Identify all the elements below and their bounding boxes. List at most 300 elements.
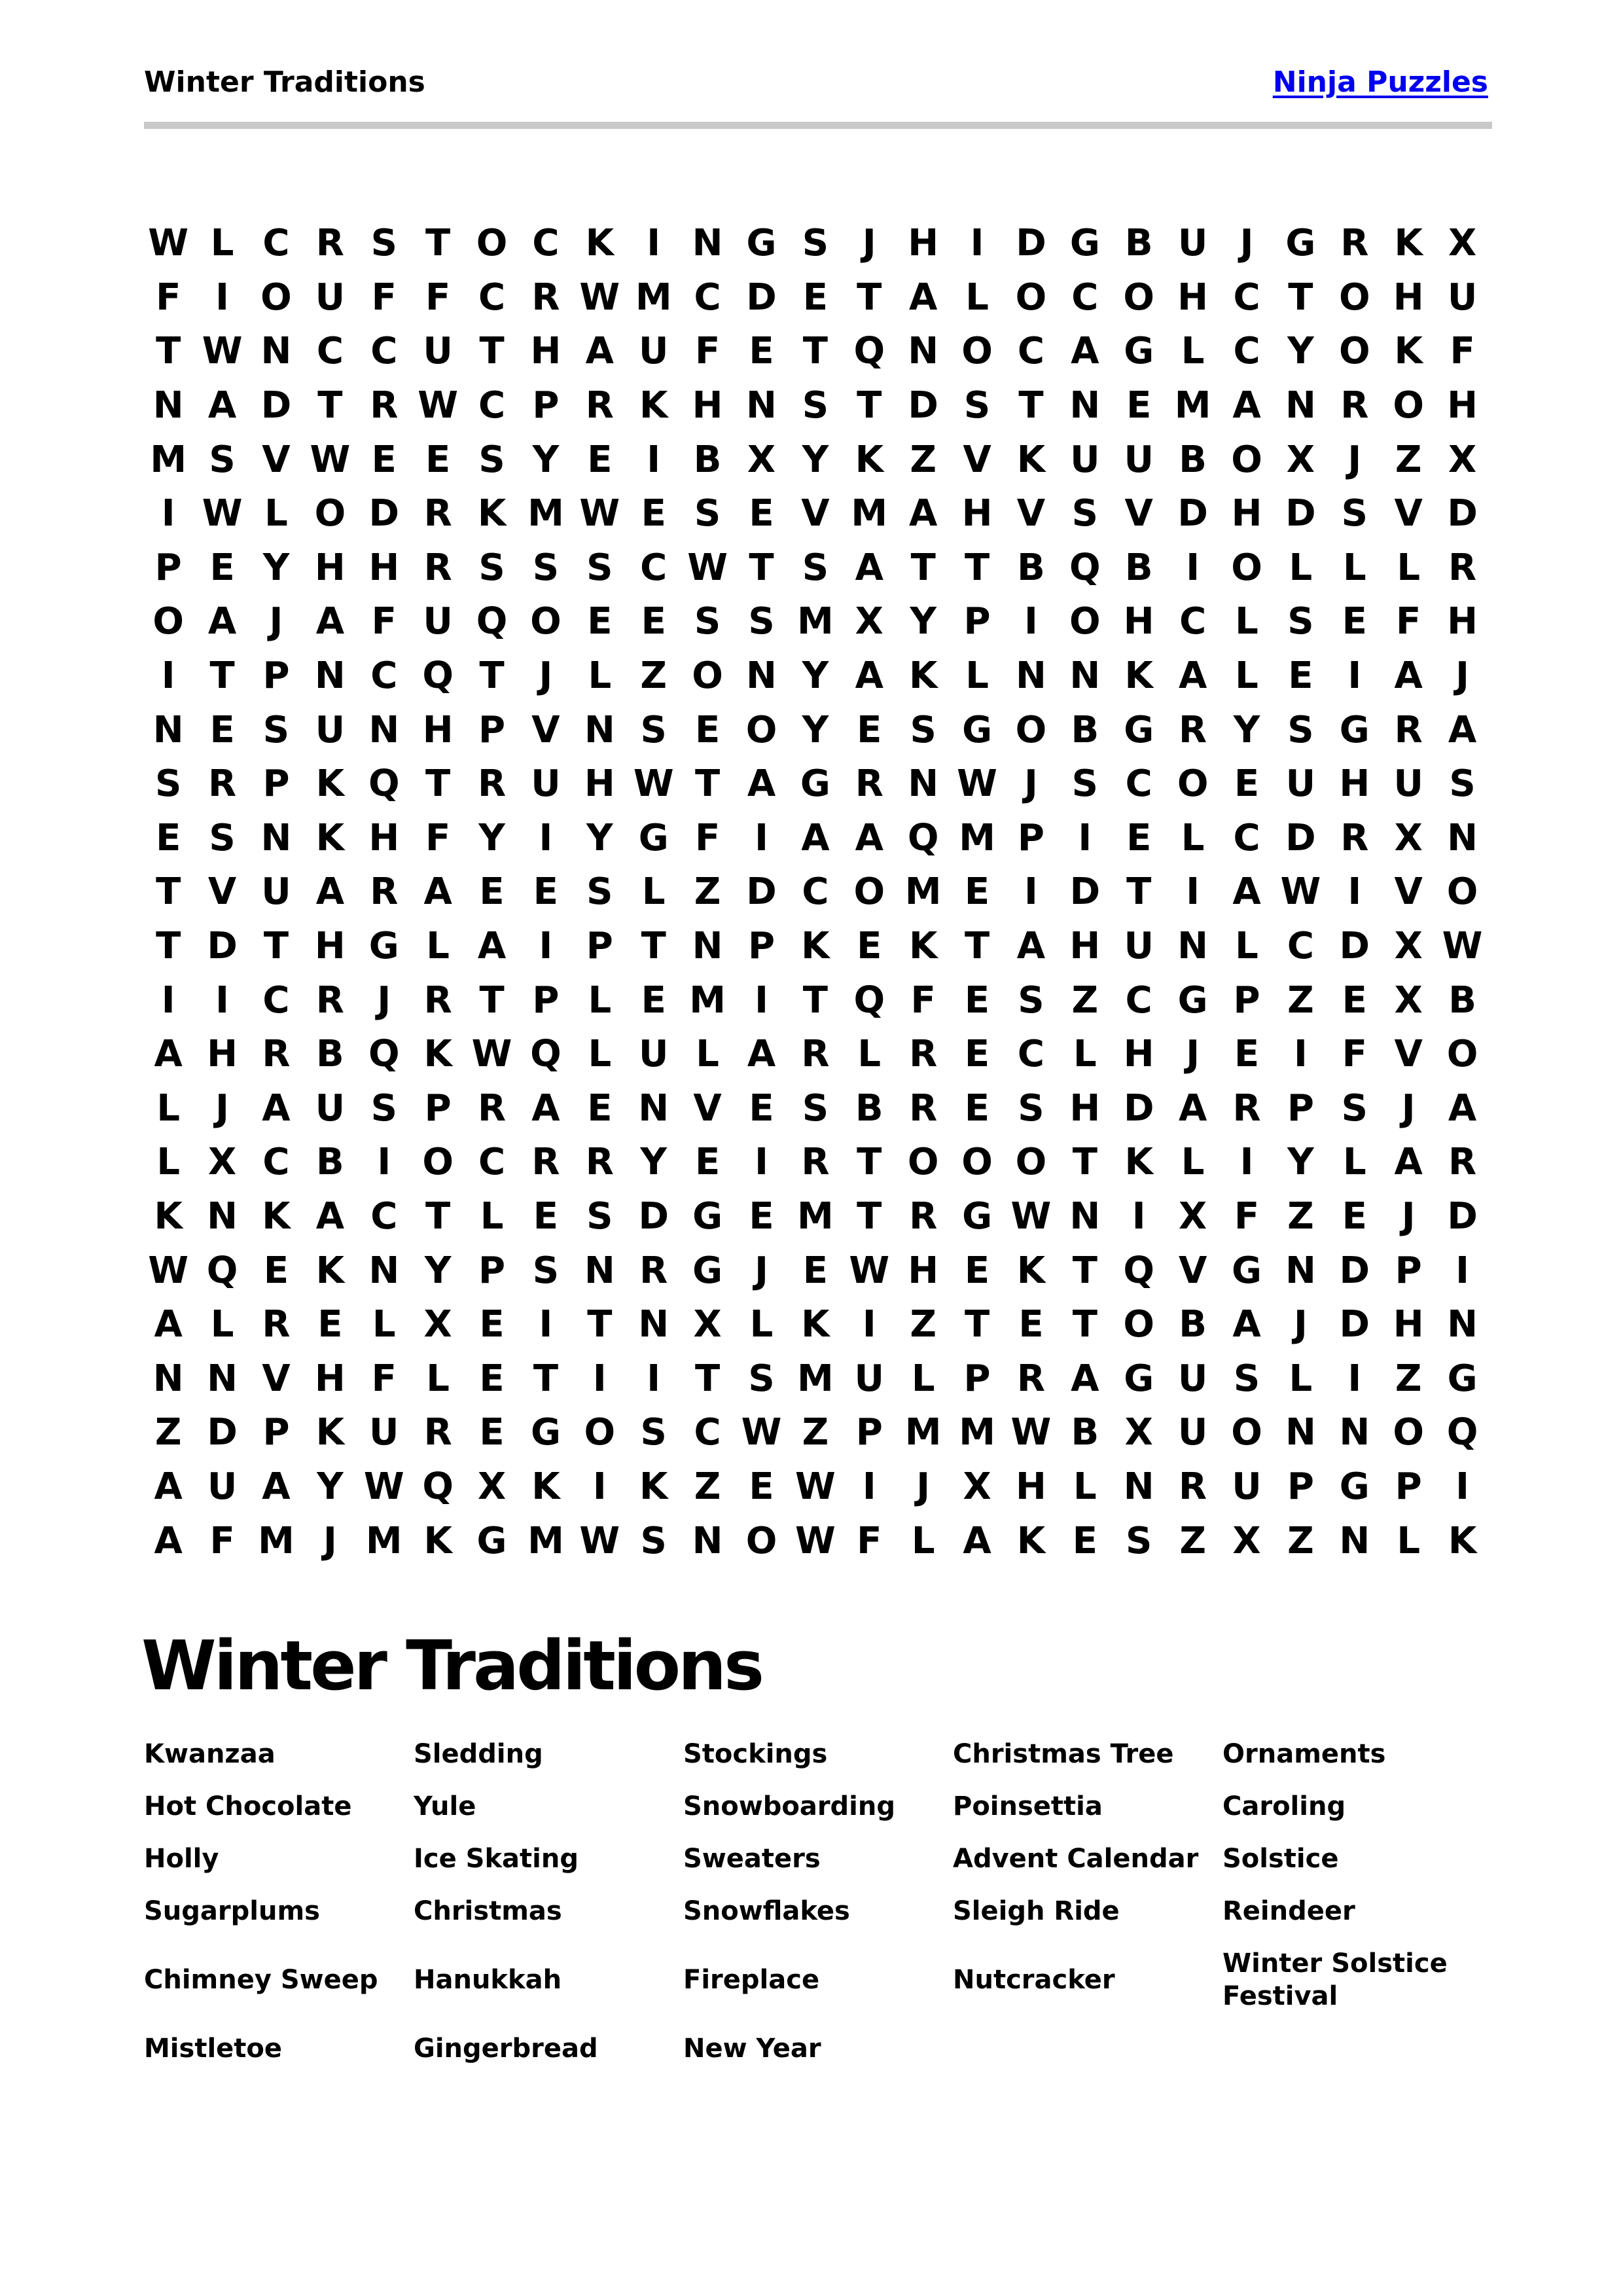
grid-letter: I — [1078, 816, 1092, 859]
word-list-item: Sugarplums — [144, 1896, 320, 1926]
grid-letter: A — [855, 655, 883, 698]
grid-letter: O — [1231, 1411, 1262, 1454]
grid-letter: R — [423, 978, 452, 1022]
grid-letter: F — [1396, 600, 1421, 643]
grid-letter: Y — [640, 1141, 667, 1184]
grid-letter: W — [1010, 1411, 1052, 1454]
grid-letter: U — [369, 1411, 399, 1454]
grid-letter: S — [1018, 978, 1044, 1022]
grid-letter: V — [1394, 492, 1423, 535]
grid-letter: P — [747, 925, 776, 968]
grid-letter: A — [315, 600, 345, 643]
grid-letter: E — [964, 870, 990, 914]
word-list-item: Kwanzaa — [144, 1739, 276, 1769]
grid-letter: L — [480, 1194, 504, 1238]
grid-letter: C — [370, 655, 398, 698]
grid-letter: C — [640, 546, 668, 589]
grid-letter: G — [530, 1411, 561, 1454]
grid-letter: E — [1342, 978, 1367, 1022]
word-list-item: Sledding — [414, 1739, 543, 1769]
grid-letter: C — [1233, 276, 1260, 319]
grid-letter: M — [797, 1194, 834, 1238]
grid-letter: F — [857, 1519, 882, 1562]
grid-letter: O — [1177, 762, 1209, 806]
grid-letter: E — [209, 546, 235, 589]
grid-letter: H — [692, 384, 723, 427]
grid-letter: X — [1286, 438, 1315, 481]
grid-letter: C — [478, 276, 506, 319]
grid-letter: B — [1448, 978, 1476, 1022]
grid-letter: K — [262, 1194, 291, 1238]
word-list-item: Nutcracker — [953, 1965, 1115, 1995]
grid-letter: Y — [586, 816, 613, 859]
grid-letter: H — [1016, 1465, 1046, 1508]
grid-letter: I — [755, 816, 768, 859]
grid-letter: S — [370, 1086, 397, 1130]
grid-letter: T — [209, 655, 235, 698]
grid-letter: W — [579, 276, 620, 319]
grid-letter: C — [1017, 1033, 1044, 1076]
grid-letter: S — [478, 546, 505, 589]
grid-letter: C — [262, 1141, 290, 1184]
grid-letter: R — [585, 1141, 614, 1184]
word-list-item: Stockings — [683, 1739, 828, 1769]
grid-letter: P — [478, 708, 506, 751]
word-list-item: Mistletoe — [144, 2034, 283, 2064]
grid-letter: C — [694, 1411, 721, 1454]
grid-letter: R — [477, 1086, 507, 1130]
grid-letter: O — [530, 600, 562, 643]
grid-letter: Z — [1287, 1519, 1314, 1562]
grid-letter: Z — [640, 655, 668, 698]
grid-letter: E — [479, 870, 505, 914]
grid-letter: A — [747, 762, 776, 806]
grid-letter: E — [479, 1411, 505, 1454]
grid-letter: E — [1072, 1519, 1097, 1562]
grid-letter: F — [1450, 330, 1475, 373]
grid-letter: C — [370, 330, 398, 373]
grid-letter: I — [1186, 546, 1200, 589]
grid-letter: E — [964, 1086, 990, 1130]
grid-letter: Y — [478, 816, 505, 859]
grid-letter: A — [747, 1033, 776, 1076]
grid-letter: R — [531, 276, 560, 319]
grid-letter: W — [794, 1465, 836, 1508]
grid-letter: A — [908, 276, 938, 319]
grid-letter: E — [263, 1249, 289, 1292]
grid-letter: E — [749, 1194, 774, 1238]
grid-letter: G — [1285, 222, 1316, 265]
grid-letter: J — [755, 1249, 768, 1292]
grid-letter: A — [1178, 655, 1207, 698]
grid-letter: A — [154, 1033, 183, 1076]
grid-letter: T — [479, 655, 505, 698]
grid-letter: H — [908, 1249, 939, 1292]
grid-letter: I — [161, 655, 175, 698]
grid-letter: L — [1342, 546, 1366, 589]
grid-letter: N — [1447, 1303, 1478, 1346]
word-list-item: Solstice — [1222, 1844, 1339, 1874]
grid-letter: K — [908, 655, 938, 698]
grid-letter: S — [586, 546, 613, 589]
grid-letter: E — [1126, 384, 1152, 427]
grid-letter: O — [1393, 1411, 1424, 1454]
grid-letter: I — [1455, 1249, 1469, 1292]
grid-letter: S — [640, 1411, 667, 1454]
grid-letter: L — [1397, 1519, 1421, 1562]
grid-letter: A — [207, 384, 237, 427]
grid-letter: E — [317, 1303, 343, 1346]
grid-letter: E — [694, 1141, 721, 1184]
grid-letter: S — [748, 600, 775, 643]
grid-letter: T — [156, 330, 181, 373]
grid-letter: P — [963, 600, 991, 643]
grid-letter: E — [802, 276, 829, 319]
grid-letter: K — [1448, 1519, 1477, 1562]
grid-letter: R — [423, 1411, 452, 1454]
grid-letter: W — [633, 762, 674, 806]
grid-letter: E — [641, 600, 666, 643]
grid-letter: L — [588, 978, 612, 1022]
grid-letter: E — [587, 438, 613, 481]
grid-letter: M — [959, 816, 995, 859]
grid-letter: D — [746, 276, 777, 319]
grid-letter: C — [1071, 276, 1099, 319]
grid-letter: M — [150, 438, 187, 481]
grid-letter: J — [1347, 438, 1362, 481]
grid-letter: S — [370, 222, 397, 265]
grid-letter: X — [477, 1465, 507, 1508]
grid-letter: J — [1186, 1033, 1200, 1076]
grid-letter: X — [1394, 816, 1423, 859]
grid-letter: L — [1342, 1141, 1366, 1184]
grid-letter: P — [532, 978, 560, 1022]
grid-letter: L — [749, 1303, 774, 1346]
grid-letter: C — [1017, 330, 1044, 373]
grid-letter: N — [1069, 655, 1101, 698]
grid-letter: T — [857, 276, 882, 319]
grid-letter: G — [746, 222, 777, 265]
grid-letter: S — [209, 438, 236, 481]
grid-letter: A — [963, 1519, 991, 1562]
grid-letter: E — [1342, 1194, 1367, 1238]
grid-letter: R — [315, 222, 344, 265]
grid-letter: Y — [802, 708, 829, 751]
grid-letter: Z — [1395, 1357, 1422, 1400]
grid-letter: R — [1340, 222, 1369, 265]
grid-letter: I — [539, 816, 553, 859]
grid-letter: U — [638, 1033, 669, 1076]
grid-letter: I — [539, 1303, 553, 1346]
grid-letter: E — [802, 1249, 829, 1292]
grid-letter: Q — [530, 1033, 562, 1076]
grid-letter: A — [154, 1519, 183, 1562]
grid-letter: Y — [910, 600, 936, 643]
grid-letter: T — [802, 978, 828, 1022]
grid-letter: T — [425, 762, 451, 806]
grid-letter: L — [426, 1357, 450, 1400]
grid-letter: O — [1338, 330, 1370, 373]
grid-letter: U — [315, 708, 346, 751]
grid-letter: O — [961, 1141, 993, 1184]
grid-letter: O — [692, 655, 723, 698]
grid-letter: M — [797, 1357, 834, 1400]
grid-letter: J — [1401, 1086, 1416, 1130]
grid-letter: C — [1287, 925, 1314, 968]
grid-letter: L — [965, 276, 989, 319]
grid-letter: I — [161, 492, 175, 535]
grid-letter: G — [368, 925, 399, 968]
word-list-item: Holly — [144, 1844, 219, 1874]
grid-letter: E — [587, 1086, 613, 1130]
grid-letter: J — [215, 1086, 229, 1130]
grid-letter: T — [1288, 276, 1313, 319]
grid-letter: P — [424, 1086, 452, 1130]
word-list-item: Snowboarding — [683, 1791, 896, 1821]
grid-letter: T — [857, 1194, 882, 1238]
grid-letter: J — [269, 600, 283, 643]
grid-letter: E — [1234, 1033, 1260, 1076]
grid-letter: Q — [853, 330, 885, 373]
grid-letter: T — [425, 222, 451, 265]
grid-letter: A — [1232, 1303, 1261, 1346]
word-list-item: New Year — [683, 2034, 821, 2064]
grid-letter: L — [1181, 816, 1205, 859]
grid-letter: A — [1394, 1141, 1423, 1184]
grid-letter: E — [694, 708, 721, 751]
word-list-item: Caroling — [1222, 1791, 1346, 1821]
grid-letter: W — [148, 1249, 189, 1292]
grid-letter: F — [1342, 1033, 1367, 1076]
grid-letter: E — [749, 1086, 774, 1130]
grid-letter: A — [154, 1303, 183, 1346]
grid-letter: R — [1448, 1141, 1477, 1184]
grid-letter: N — [207, 1357, 238, 1400]
grid-letter: E — [533, 870, 559, 914]
grid-letter: I — [647, 438, 661, 481]
grid-letter: W — [957, 762, 997, 806]
grid-letter: G — [962, 708, 993, 751]
grid-letter: E — [1234, 762, 1260, 806]
grid-letter: D — [1177, 492, 1208, 535]
grid-letter: A — [855, 816, 883, 859]
grid-letter: X — [693, 1303, 722, 1346]
grid-letter: A — [1448, 1086, 1477, 1130]
grid-letter: Y — [1287, 330, 1314, 373]
grid-letter: A — [1394, 655, 1423, 698]
grid-letter: U — [1447, 276, 1478, 319]
grid-letter: N — [638, 1086, 669, 1130]
grid-letter: L — [156, 1086, 181, 1130]
grid-letter: T — [857, 384, 882, 427]
grid-letter: P — [586, 925, 613, 968]
grid-letter: I — [647, 1357, 661, 1400]
grid-letter: A — [1448, 708, 1477, 751]
grid-letter: Y — [262, 546, 290, 589]
grid-letter: Q — [422, 1465, 454, 1508]
grid-letter: U — [1070, 438, 1100, 481]
grid-letter: N — [368, 708, 400, 751]
grid-letter: S — [1018, 1086, 1044, 1130]
grid-letter: E — [749, 330, 774, 373]
grid-letter: U — [531, 762, 561, 806]
grid-letter: T — [1072, 1141, 1097, 1184]
grid-letter: R — [1448, 546, 1477, 589]
word-list-item: Yule — [414, 1791, 476, 1821]
grid-letter: C — [262, 222, 290, 265]
grid-letter: W — [418, 384, 459, 427]
grid-letter: L — [264, 492, 288, 535]
grid-letter: I — [1186, 870, 1200, 914]
grid-letter: Z — [694, 870, 721, 914]
grid-letter: L — [588, 1033, 612, 1076]
grid-letter: Q — [1446, 1411, 1478, 1454]
grid-letter: D — [1069, 870, 1101, 914]
grid-letter: R — [1232, 1086, 1261, 1130]
word-list-item: Christmas Tree — [953, 1739, 1174, 1769]
grid-letter: I — [1347, 1357, 1362, 1400]
grid-letter: L — [210, 1303, 234, 1346]
grid-letter: I — [539, 925, 553, 968]
grid-letter: L — [1235, 600, 1258, 643]
grid-letter: J — [1240, 222, 1254, 265]
grid-letter: C — [478, 1141, 506, 1184]
grid-letter: S — [1071, 762, 1098, 806]
grid-letter: H — [314, 546, 346, 589]
grid-letter: H — [1231, 492, 1262, 535]
grid-letter: H — [1177, 276, 1209, 319]
grid-letter: L — [696, 1033, 719, 1076]
word-list-item: Hanukkah — [414, 1965, 562, 1995]
grid-letter: O — [907, 1141, 939, 1184]
grid-letter: Y — [424, 1249, 452, 1292]
grid-letter: T — [802, 330, 828, 373]
grid-letter: N — [746, 384, 777, 427]
grid-letter: I — [1347, 655, 1362, 698]
grid-letter: H — [1393, 1303, 1424, 1346]
grid-letter: J — [862, 222, 876, 265]
grid-letter: G — [638, 816, 669, 859]
grid-letter: E — [371, 438, 397, 481]
grid-letter: U — [1232, 1465, 1262, 1508]
grid-letter: W — [849, 1249, 890, 1292]
grid-letter: I — [755, 1141, 768, 1184]
grid-letter: T — [910, 546, 936, 589]
grid-letter: X — [963, 1465, 991, 1508]
word-list-item: Winter Solstice Festival — [1222, 1948, 1448, 2011]
ninja-puzzles-link[interactable]: Ninja Puzzles — [1272, 65, 1488, 99]
grid-letter: S — [1287, 708, 1314, 751]
grid-letter: O — [314, 492, 346, 535]
grid-letter: T — [479, 330, 505, 373]
grid-letter: L — [1073, 1033, 1097, 1076]
grid-letter: G — [692, 1249, 723, 1292]
grid-letter: Z — [910, 438, 936, 481]
grid-letter: K — [585, 222, 615, 265]
grid-letter: O — [152, 600, 184, 643]
grid-letter: E — [964, 1249, 990, 1292]
grid-letter: K — [1394, 222, 1423, 265]
grid-letter: K — [639, 1465, 668, 1508]
grid-letter: B — [1071, 708, 1099, 751]
grid-letter: N — [746, 655, 777, 698]
grid-letter: K — [477, 492, 507, 535]
grid-letter: E — [1018, 1303, 1044, 1346]
grid-letter: C — [1179, 600, 1207, 643]
grid-letter: P — [1017, 816, 1044, 859]
grid-letter: Z — [1287, 978, 1314, 1022]
grid-letter: F — [425, 816, 451, 859]
grid-letter: H — [1069, 1086, 1101, 1130]
grid-letter: O — [584, 1411, 616, 1454]
grid-letter: U — [261, 870, 291, 914]
grid-letter: O — [1446, 1033, 1478, 1076]
grid-letter: Z — [154, 1411, 182, 1454]
grid-letter: N — [1339, 1519, 1370, 1562]
grid-letter: A — [154, 1465, 183, 1508]
grid-letter: R — [1179, 708, 1207, 751]
grid-letter: R — [639, 1249, 668, 1292]
grid-letter: M — [959, 1411, 995, 1454]
grid-letter: I — [161, 978, 175, 1022]
word-list-item: Fireplace — [683, 1965, 820, 1995]
grid-letter: A — [1071, 330, 1099, 373]
grid-letter: B — [1071, 1411, 1099, 1454]
grid-letter: H — [422, 708, 454, 751]
grid-letter: D — [638, 1194, 669, 1238]
grid-letter: S — [694, 492, 721, 535]
grid-letter: R — [370, 384, 399, 427]
grid-letter: R — [477, 762, 507, 806]
grid-letter: N — [1339, 1411, 1370, 1454]
grid-letter: I — [1240, 1141, 1254, 1184]
grid-letter: T — [479, 978, 505, 1022]
grid-letter: J — [1455, 655, 1469, 698]
grid-letter: K — [315, 1411, 345, 1454]
grid-letter: G — [476, 1519, 507, 1562]
grid-letter: H — [1447, 600, 1478, 643]
grid-letter: E — [587, 600, 613, 643]
grid-letter: G — [1339, 1465, 1370, 1508]
grid-letter: T — [964, 546, 990, 589]
grid-letter: N — [152, 1357, 184, 1400]
grid-letter: H — [314, 1357, 346, 1400]
grid-letter: I — [862, 1465, 876, 1508]
grid-letter: K — [1124, 1141, 1153, 1184]
grid-letter: R — [262, 1033, 291, 1076]
grid-letter: K — [1016, 1249, 1046, 1292]
grid-letter: A — [1232, 384, 1261, 427]
grid-letter: E — [1288, 655, 1313, 698]
grid-letter: T — [263, 925, 289, 968]
grid-letter: U — [423, 330, 453, 373]
grid-letter: P — [963, 1357, 991, 1400]
grid-letter: S — [586, 870, 613, 914]
grid-letter: E — [749, 492, 774, 535]
grid-letter: T — [156, 870, 181, 914]
grid-letter: P — [1395, 1249, 1422, 1292]
grid-letter: O — [260, 276, 292, 319]
grid-letter: R — [1340, 816, 1369, 859]
grid-letter: K — [154, 1194, 183, 1238]
grid-letter: V — [801, 492, 830, 535]
grid-letter: Q — [368, 762, 400, 806]
grid-letter: L — [588, 655, 612, 698]
grid-letter: U — [315, 1086, 346, 1130]
grid-letter: N — [260, 330, 292, 373]
grid-letter: Q — [1069, 546, 1101, 589]
grid-letter: Y — [317, 1465, 344, 1508]
